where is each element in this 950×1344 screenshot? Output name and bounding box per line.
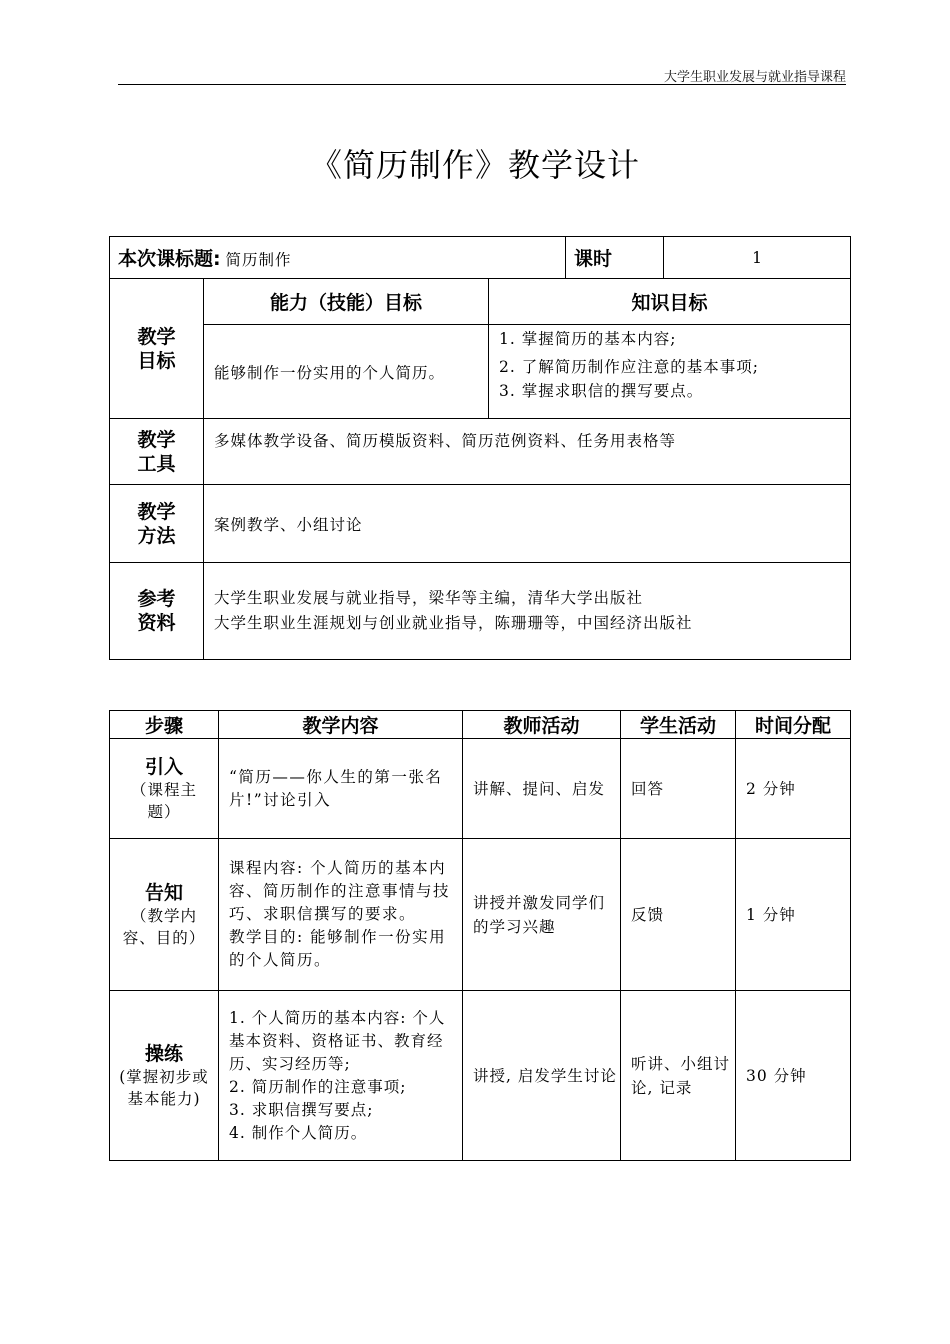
header-time: 时间分配 [736, 711, 851, 739]
content-line: 课程内容: 个人简历的基本内容、简历制作的注意事情与技巧、求职信撰写的要求。 [229, 859, 451, 923]
step-title: 告知 [144, 881, 183, 904]
knowledge-item: 2. 了解简历制作应注意的基本事项; [499, 358, 759, 376]
time-cell: 30 分钟 [736, 991, 851, 1161]
topic-label: 本次课标题: [118, 248, 221, 270]
step-note: （课程主题） [130, 780, 197, 821]
table-row [110, 739, 851, 839]
topic-cell [110, 237, 566, 279]
time-cell: 2 分钟 [736, 739, 851, 839]
reference-row [110, 563, 851, 660]
time-cell: 1 分钟 [736, 839, 851, 991]
goals-label: 教学目标 [110, 279, 204, 419]
reference-label: 参考资料 [110, 563, 204, 660]
goals-header-row [110, 279, 851, 325]
method-text: 案例教学、小组讨论 [204, 485, 851, 563]
ability-text: 能够制作一份实用的个人简历。 [204, 325, 489, 419]
reference-item: 大学生职业发展与就业指导，梁华等主编，清华大学出版社 [214, 589, 644, 607]
content-line: 教学目的: 能够制作一份实用的个人简历。 [229, 928, 447, 969]
table-row [110, 839, 851, 991]
teacher-activity-cell: 讲解、提问、启发 [463, 739, 621, 839]
teaching-steps-table [109, 710, 851, 1161]
method-label: 教学方法 [110, 485, 204, 563]
header-content: 教学内容 [219, 711, 463, 739]
step-title: 引入 [144, 755, 183, 778]
knowledge-list [489, 325, 851, 419]
step-note: (掌握初步或基本能力) [119, 1067, 209, 1108]
step-cell [110, 991, 219, 1161]
teacher-activity-cell: 讲授并激发同学们的学习兴趣 [463, 839, 621, 991]
method-row [110, 485, 851, 563]
content-line: 1. 个人简历的基本内容: 个人基本资料、资格证书、教育经历、实习经历等; [229, 1008, 446, 1073]
content-line: 4. 制作个人简历。 [229, 1123, 368, 1142]
document-title: 《简历制作》教学设计 [309, 146, 640, 184]
knowledge-item: 1. 掌握简历的基本内容; [499, 330, 677, 348]
student-activity-cell: 反馈 [621, 839, 736, 991]
hours-value: 1 [664, 237, 851, 279]
content-line: 3. 求职信撰写要点; [229, 1100, 374, 1119]
reference-item: 大学生职业生涯规划与创业就业指导，陈珊珊等，中国经济出版社 [214, 614, 693, 632]
ability-header: 能力（技能）目标 [204, 279, 489, 325]
course-name-header: 大学生职业发展与就业指导课程 [663, 70, 846, 85]
table-row [110, 991, 851, 1161]
header-teacher-activity: 教师活动 [463, 711, 621, 739]
teacher-activity-cell: 讲授, 启发学生讨论 [463, 991, 621, 1161]
content-cell: “简历——你人生的第一张名片!”讨论引入 [219, 739, 463, 839]
knowledge-item: 3. 掌握求职信的撰写要点。 [499, 382, 704, 400]
topic-row [110, 237, 851, 279]
step-cell [110, 839, 219, 991]
course-info-table [109, 236, 851, 660]
content-cell [219, 991, 463, 1161]
tools-label: 教学工具 [110, 419, 204, 485]
knowledge-header: 知识目标 [489, 279, 851, 325]
tools-row [110, 419, 851, 485]
header-rule [118, 84, 846, 85]
tools-text: 多媒体教学设备、简历模版资料、简历范例资料、任务用表格等 [204, 419, 851, 485]
student-activity-cell: 回答 [621, 739, 736, 839]
step-note: （教学内容、目的） [122, 906, 206, 947]
hours-label: 课时 [566, 237, 664, 279]
steps-header-row [110, 711, 851, 739]
goals-content-row [110, 325, 851, 419]
header-student-activity: 学生活动 [621, 711, 736, 739]
content-cell [219, 839, 463, 991]
step-title: 操练 [144, 1042, 183, 1065]
content-line: 2. 简历制作的注意事项; [229, 1077, 407, 1096]
header-step: 步骤 [110, 711, 219, 739]
topic-value: 简历制作 [225, 251, 292, 269]
step-cell [110, 739, 219, 839]
reference-list [204, 563, 851, 660]
student-activity-cell: 听讲、小组讨论, 记录 [621, 991, 736, 1161]
